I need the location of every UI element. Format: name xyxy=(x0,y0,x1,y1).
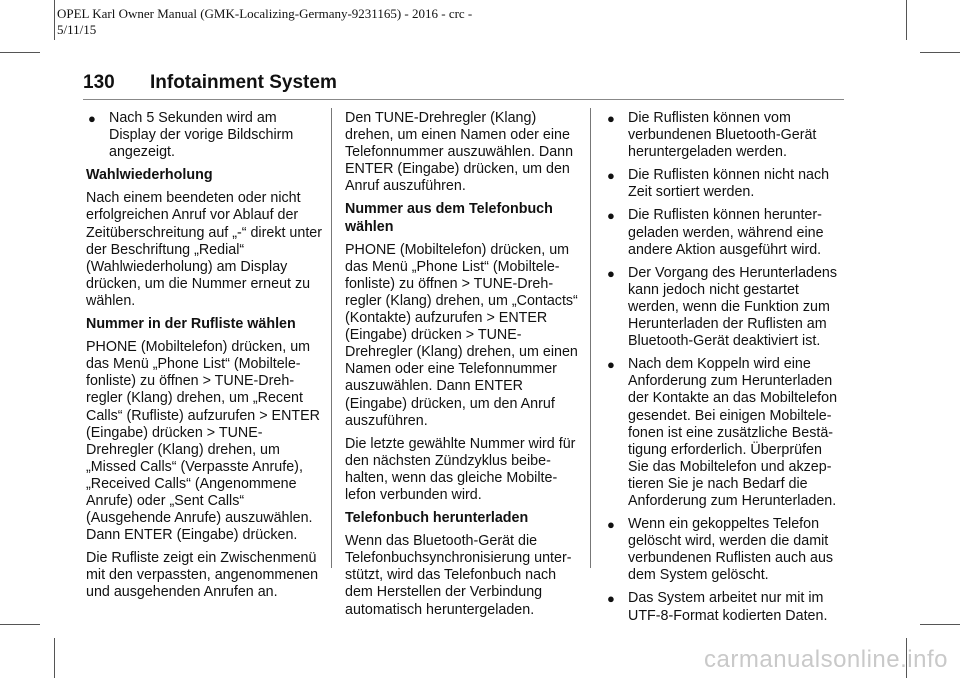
crop-mark-bottom-left-h xyxy=(0,624,40,625)
document-header-line1: OPEL Karl Owner Manual (GMK-Localizing-Germany-9231165) - 2016 - crc - xyxy=(57,6,473,21)
column-divider-2 xyxy=(590,108,591,568)
bullet-item xyxy=(605,110,845,161)
column-divider-1 xyxy=(331,108,332,568)
bullet-icon: ● xyxy=(607,168,615,184)
paragraph: Den TUNE-Drehregler (Klang) drehen, um einen Namen oder eine Telefonnummer auszuwählen. Dann ENTER (Eingabe) drücken, um den Anruf auszuführen. xyxy=(345,110,574,195)
column-3 xyxy=(605,110,845,631)
paragraph: Die Rufliste zeigt ein Zwischenmenü mit den verpassten, angenommenen und ausgehenden Anrufen an. xyxy=(86,550,319,601)
bullet-item xyxy=(605,356,845,510)
page-number: 130 xyxy=(83,72,115,93)
bullet-text: Nach 5 Sekunden wird am Display der vorige Bildschirm angezeigt. xyxy=(109,110,294,161)
crop-mark-bottom-left xyxy=(54,638,55,678)
bullet-text: Die Ruflisten können vom verbundenen Bluetooth-Gerät heruntergeladen werden. xyxy=(628,110,817,161)
bullet-item xyxy=(605,167,845,201)
bullet-icon: ● xyxy=(607,208,615,224)
bullet-icon: ● xyxy=(607,111,615,126)
bullet-item xyxy=(605,207,845,258)
bullet-item xyxy=(86,110,324,161)
heading-rule xyxy=(83,99,844,100)
bullet-text: Das System arbeitet nur mit im UTF-8-Format kodierten Daten. xyxy=(628,590,828,624)
crop-mark-top-left-h xyxy=(0,52,40,53)
section-heading xyxy=(83,72,337,94)
subheading-phonebook-download: Telefonbuch herunterladen xyxy=(345,510,529,527)
column-1 xyxy=(86,110,324,608)
section-title: Infotainment System xyxy=(149,72,337,93)
paragraph: PHONE (Mobiltelefon) drücken, um das Menü „Phone List“ (Mobiltelefonliste) zu öffnen > TUNE-Drehregler (Klang) drehen, um „Contacts“ (Kontakte) aufzurufen > ENTER (Eingabe) drücken > TUNE-Drehregler (Klang) drehen, um einen Namen oder eine Telefonnummer auszuwählen. Dann ENTER (Eingabe) drücken, um den Anruf auszuführen. xyxy=(345,241,578,429)
subheading-redial: Wahlwiederholung xyxy=(86,167,213,184)
bullet-item xyxy=(605,516,845,584)
bullet-icon: ● xyxy=(607,517,615,533)
bullet-icon: ● xyxy=(607,357,615,373)
crop-mark-top-right-h xyxy=(920,52,960,53)
bullet-text: Nach dem Koppeln wird eine Anforderung zum Herunterladen der Kontakte an das Mobiltelefon gesendet. Bei einigen Mobiltelefonen ist eine zusätzliche Bestätigung erforderlich. Überprüfen Sie das Mobiltelefon und akzeptieren Sie je nach Bedarf die Anforderung zum Herunterladen. xyxy=(628,356,838,509)
bullet-text: Die Ruflisten können heruntergeladen werden, während eine andere Aktion ausgeführt wird. xyxy=(628,207,824,258)
document-header-line2: 5/11/15 xyxy=(57,22,97,37)
bullet-text: Wenn ein gekoppeltes Telefon gelöscht wird, werden die damit verbundenen Ruflisten auch aus dem System gelöscht. xyxy=(628,516,834,584)
paragraph: Die letzte gewählte Nummer wird für den nächsten Zündzyklus beibehalten, wenn das gleiche Mobiltelefon verbunden wird. xyxy=(345,435,576,503)
document-header xyxy=(57,6,497,38)
paragraph: Wenn das Bluetooth-Gerät die Telefonbuchsynchronisierung unterstützt, wird das Telefonbuch nach dem Herstellen der Verbindung automatisch heruntergeladen. xyxy=(345,533,572,618)
bullet-icon: ● xyxy=(88,111,96,126)
bullet-text: Der Vorgang des Herunterladens kann jedoch nicht gestartet werden, wenn die Funktion zum Herunterladen der Ruflisten am Bluetooth-Gerät deaktiviert ist. xyxy=(628,264,838,350)
subheading-phonebook-dial: Nummer aus dem Telefonbuch wählen xyxy=(345,201,553,235)
column-2 xyxy=(345,110,582,625)
paragraph: Nach einem beendeten oder nicht erfolgreichen Anruf vor Ablauf der Zeitüberschreitung auf „-“ direkt unter der Beschriftung „Redial“ (Wahlwiederholung) am Display drücken, um die Nummer erneut zu wählen. xyxy=(86,190,323,309)
crop-mark-bottom-right-h xyxy=(920,624,960,625)
bullet-item xyxy=(605,590,845,624)
subheading-call-list: Nummer in der Rufliste wählen xyxy=(86,316,296,333)
crop-mark-top-left xyxy=(54,0,55,40)
bullet-icon: ● xyxy=(607,591,615,607)
bullet-text: Die Ruflisten können nicht nach Zeit sortiert werden. xyxy=(628,167,830,201)
bullet-icon: ● xyxy=(607,265,615,281)
paragraph: PHONE (Mobiltelefon) drücken, um das Menü „Phone List“ (Mobiltelefonliste) zu öffnen > TUNE-Drehregler (Klang) drehen, um „Recent Calls“ (Rufliste) aufzurufen > ENTER (Eingabe) drücken > TUNE-Drehregler (Klang) drehen, um „Missed Calls“ (Verpasste Anrufe), „Received Calls“ (Angenommene Anrufe) oder „Sent Calls“ (Ausgehende Anrufe) auszuwählen. Dann ENTER (Eingabe) drücken. xyxy=(86,339,320,544)
watermark-link[interactable]: carmanualsonline.info xyxy=(704,646,948,673)
crop-mark-top-right xyxy=(906,0,907,40)
bullet-item xyxy=(605,265,845,350)
